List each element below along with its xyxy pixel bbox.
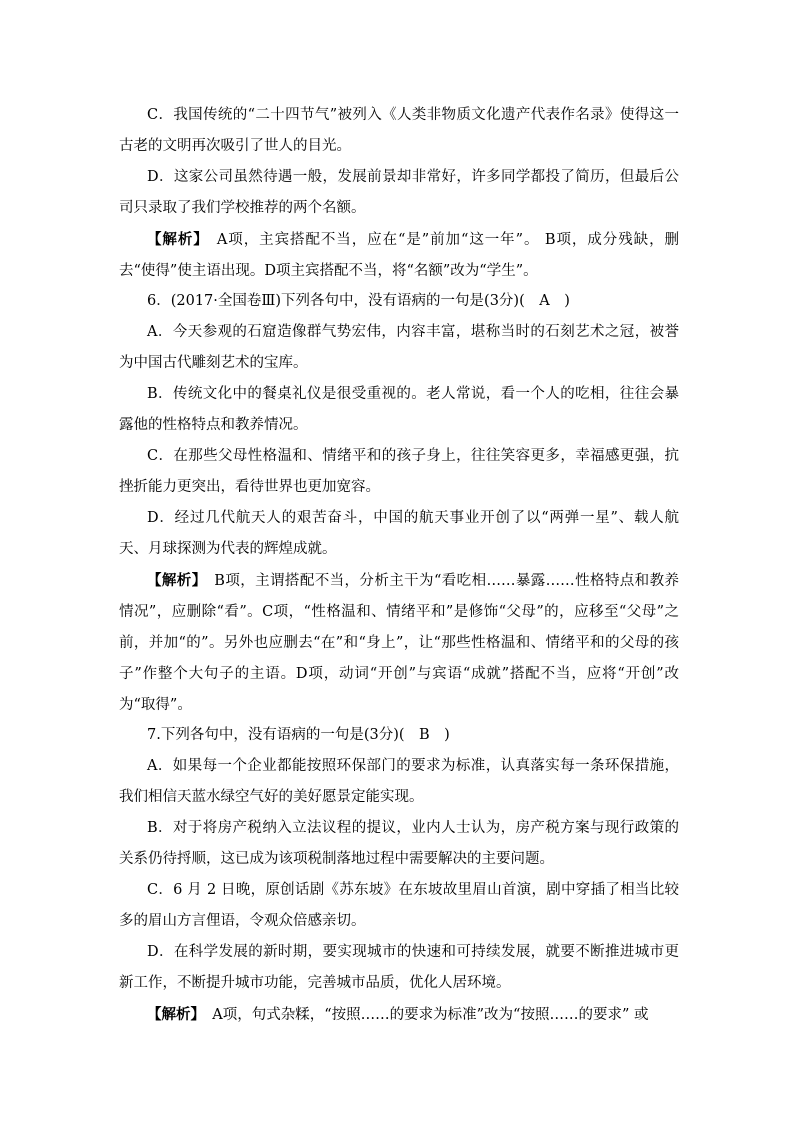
option-6d: D．经过几代航天人的艰苦奋斗，中国的航天事业开创了以“两弹一星”、载人航天、月球探测为代表的辉煌成就。 bbox=[119, 510, 679, 557]
analysis-tag: 【解析】 bbox=[147, 1006, 198, 1023]
option-6a: A．今天参观的石窟造像群气势宏伟，内容丰富，堪称当时的石刻艺术之冠，被誉为中国古代雕刻艺术的宝库。 bbox=[119, 324, 679, 371]
option-6c: C．在那些父母性格温和、情绪平和的孩子身上，往往笑容更多，幸福感更强，抗挫折能力更突出，看待世界也更加宽容。 bbox=[119, 448, 679, 495]
option-7d: D．在科学发展的新时期，要实现城市的快速和可持续发展，就要不断推进城市更新工作，不断提升城市功能，完善城市品质，优化人居环境。 bbox=[119, 944, 679, 991]
option-6b: B．传统文化中的餐桌礼仪是很受重视的。老人常说，看一个人的吃相，往往会暴露他的性格特点和教养情况。 bbox=[119, 386, 679, 433]
option-7a: A．如果每一个企业都能按照环保部门的要求为标准，认真落实每一条环保措施，我们相信天蓝水绿空气好的美好愿景定能实现。 bbox=[119, 758, 679, 805]
question-7: 7.下列各句中，没有语病的一句是(3分)( B ) bbox=[147, 727, 450, 743]
option-5d: D．这家公司虽然待遇一般，发展前景却非常好，许多同学都投了简历，但最后公司只录取了我们学校推荐的两个名额。 bbox=[119, 169, 679, 216]
analysis-tag: 【解析】 bbox=[147, 572, 200, 589]
option-7b: B．对于将房产税纳入立法议程的提议，业内人士认为，房产税方案与现行政策的关系仍待捋顺，这已成为该项税制落地过程中需要解决的主要问题。 bbox=[119, 820, 679, 867]
analysis-7: 【解析】 A项，句式杂糅，“按照……的要求为标准”改为“按照……的要求” 或 bbox=[147, 1006, 649, 1023]
analysis-5: 【解析】 A项，主宾搭配不当，应在“是”前加“这一年”。 B项，成分残缺，删去“使得”使主语出现。D项主宾搭配不当，将“名额”改为“学生”。 bbox=[119, 231, 679, 279]
option-5c: C．我国传统的“二十四节气”被列入《人类非物质文化遗产代表作名录》使得这一古老的文明再次吸引了世人的目光。 bbox=[119, 107, 679, 154]
question-6: 6．(2017·全国卷Ⅲ)下列各句中，没有语病的一句是(3分)( A ) bbox=[147, 293, 570, 309]
option-7c: C．6 月 2 日晚，原创话剧《苏东坡》在东坡故里眉山首演，剧中穿插了相当比较多的眉山方言俚语，令观众倍感亲切。 bbox=[119, 882, 679, 929]
analysis-6: 【解析】 B项，主谓搭配不当，分析主干为“看吃相……暴露……性格特点和教养情况”，应删除“看”。C项，“性格温和、情绪平和”是修饰“父母”的，应移至“父母”之前，并加“的”。另外也应删去“在”和“身上”，让“那些性格温和、情绪平和的父母的孩子”作整个大句子的主语。D项，动词“开创”与宾语“成就”搭配不当，应将“开创”改为“取得”。 bbox=[119, 572, 679, 713]
analysis-tag: 【解析】 bbox=[147, 231, 202, 248]
